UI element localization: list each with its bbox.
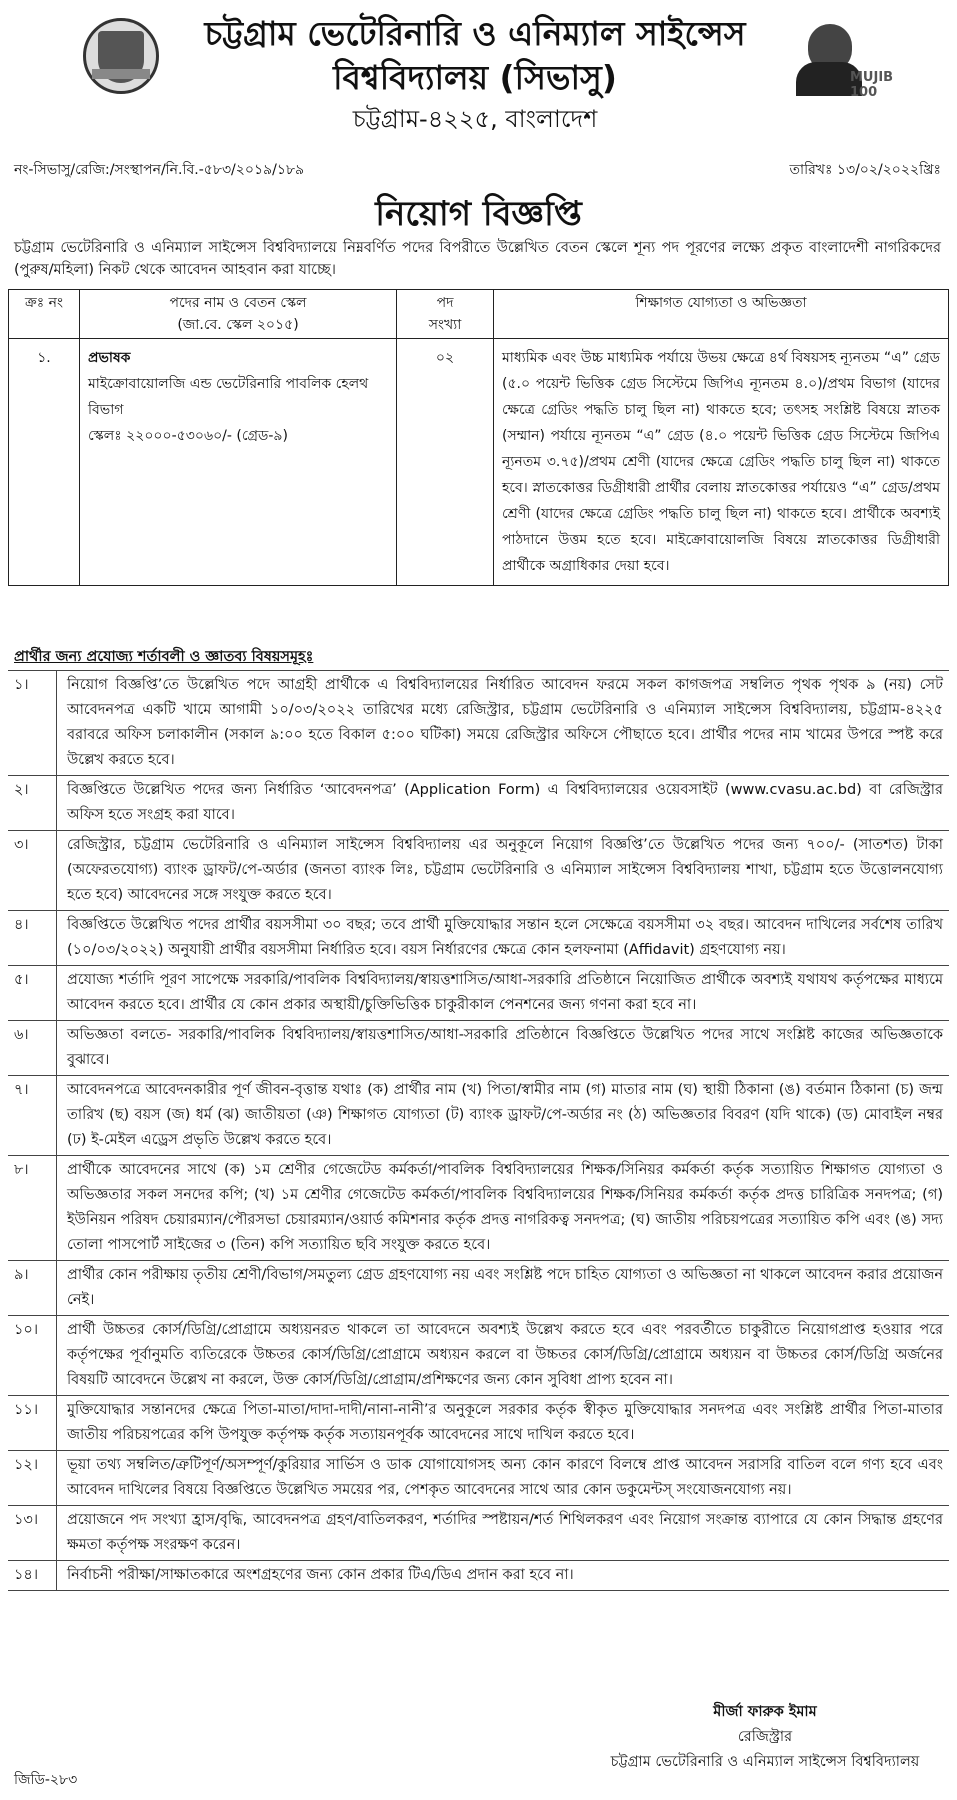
- list-item: [8, 1505, 949, 1560]
- condition-text: ভূয়া তথ্য সম্বলিত/ত্রুটিপূর্ণ/অসম্পূর্ণ/কুরিয়ার সার্ভিস ও ডাক যোগাযোগসহ অন্য কোন কারণে বিলম্বে প্রাপ্ত আবেদন সরাসরি বাতিল বলে গণ্য হবে এবং আবেদন দাখিলের বিষয়ে বিজ্ঞপ্তিতে উল্লেখিত সময়ের পর, পেশকৃত আবেদনের সাথে আর কোন ডকুমেন্টস্ সংযোজনযোগ্য নয়।: [56, 1451, 949, 1505]
- signatory-name: মীর্জা ফারুক ইমাম: [713, 1704, 817, 1720]
- row-qualification: মাধ্যমিক এবং উচ্চ মাধ্যমিক পর্যায়ে উভয় ক্ষেত্রে ৪র্থ বিষয়সহ ন্যূনতম “এ” গ্রেড (৫.০ পয়েন্ট ভিত্তিক গ্রেড সিস্টেমে জিপিএ ন্যূনতম ৪.০)/প্রথম বিভাগ (যাদের ক্ষেত্রে গ্রেডিং পদ্ধতি চালু ছিল না) থাকতে হবে; তৎসহ সংশ্লিষ্ট বিষয়ে স্নাতক (সম্মান) পর্যায়ে ন্যূনতম “এ” গ্রেড (৪.০ পয়েন্ট ভিত্তিক গ্রেড সিস্টেমে জিপিএ ন্যূনতম ৩.৭৫)/প্রথম শ্রেণী (যাদের ক্ষেত্রে গ্রেডিং পদ্ধতি চালু ছিল না) থাকতে হবে। স্নাতকোত্তর ডিগ্রীধারী প্রার্থীর বেলায় স্নাতকোত্তর পর্যায়েও “এ” গ্রেড/প্রথম শ্রেণী (যাদের ক্ষেত্রে গ্রেডিং পদ্ধতি চালু ছিল না) থাকতে হবে। প্রার্থীকে অবশ্যই পাঠদানে উত্তম হতে হবে। মাইক্রোবায়োলজি বিষয়ে স্নাতকোত্তর ডিগ্রীধারী প্রার্থীকে অগ্রাধিকার দেয়া হবে।: [494, 339, 949, 586]
- row-serial: ১.: [9, 339, 80, 586]
- list-item: [8, 830, 949, 910]
- signatory-org: চট্টগ্রাম ভেটেরিনারি ও এনিম্যাল সাইন্সেস বিশ্ববিদ্যালয়: [610, 1754, 920, 1770]
- condition-text: অভিজ্ঞতা বলতে- সরকারি/পাবলিক বিশ্ববিদ্যালয়/স্বায়ত্তশাসিত/আধা-সরকারি প্রতিষ্ঠানে বিজ্ঞপ্তিতে উল্লেখিত পদের সাথে সংশ্লিষ্ট কাজের অভিজ্ঞতাকে বুঝাবে।: [56, 1021, 949, 1075]
- header-count-line2: সংখ্যা: [428, 317, 462, 333]
- condition-text: রেজিস্ট্রার, চট্টগ্রাম ভেটেরিনারি ও এনিম্যাল সাইন্সেস বিশ্ববিদ্যালয় এর অনুকূলে নিয়োগ বিজ্ঞপ্তি’তে উল্লেখিত পদের জন্য ৭০০/- (সাতশত) টাকা (অফেরতযোগ্য) ব্যাংক ড্রাফট/পে-অর্ডার (জনতা ব্যাংক লিঃ, চট্টগ্রাম ভেটেরিনারি ও এনিম্যাল সাইন্সেস বিশ্ববিদ্যালয় শাখা, চট্টগ্রাম হতে উত্তোলনযোগ্য হতে হবে) আবেদনের সঙ্গে সংযুক্ত করতে হবে।: [56, 831, 949, 910]
- conditions-list: [8, 670, 949, 1591]
- condition-text: প্রার্থীর কোন পরীক্ষায় তৃতীয় শ্রেণী/বিভাগ/সমতুল্য গ্রেড গ্রহণযোগ্য নয় এবং সংশ্লিষ্ট পদে চাহিত যোগ্যতা ও অভিজ্ঞতা না থাকলে আবেদন করার প্রয়োজন নেই।: [56, 1261, 949, 1315]
- university-logo: [83, 18, 159, 94]
- list-item: [8, 1395, 949, 1450]
- list-item: [8, 1075, 949, 1155]
- notice-date: তারিখঃ ১৩/০২/২০২২খ্রিঃ: [789, 162, 941, 178]
- conditions-title: প্রার্থীর জন্য প্রযোজ্য শর্তাবলী ও জ্ঞাতব্য বিষয়সমূহঃ: [14, 649, 314, 665]
- signature-block: [600, 1700, 930, 1775]
- condition-number: ৪।: [14, 917, 29, 933]
- condition-number: ৩।: [14, 837, 29, 853]
- condition-number: ৫।: [14, 972, 29, 988]
- header-count-line1: পদ: [436, 295, 454, 311]
- condition-text: প্রয়োজনে পদ সংখ্যা হ্রাস/বৃদ্ধি, আবেদনপত্র গ্রহণ/বাতিলকরণ, শর্তাদির স্পষ্টায়ন/শর্ত শিথিলকরণ এবং নিয়োগ সংক্রান্ত ব্যাপারে যে কোন সিদ্ধান্ত গ্রহণের ক্ষমতা কর্তৃপক্ষ সংরক্ষণ করেন।: [56, 1506, 949, 1560]
- list-item: [8, 1020, 949, 1075]
- mujib-100-logo-text: MUJIB 100: [850, 70, 894, 100]
- list-item: [8, 1260, 949, 1315]
- notice-title: নিয়োগ বিজ্ঞপ্তি: [375, 194, 582, 234]
- condition-number: ১।: [14, 677, 29, 693]
- condition-number: ১৩।: [14, 1512, 39, 1528]
- header-post: [80, 290, 397, 339]
- condition-number: ৬।: [14, 1027, 29, 1043]
- gd-number: জিডি-২৮৩: [14, 1772, 78, 1788]
- table-header-row: [9, 290, 949, 339]
- row-count: ০২: [397, 339, 494, 586]
- university-name-line1: চট্টগ্রাম ভেটেরিনারি ও এনিম্যাল সাইন্সেস: [204, 14, 746, 53]
- university-name-line2: বিশ্ববিদ্যালয় (সিভাসু): [333, 58, 617, 97]
- condition-text: নির্বাচনী পরীক্ষা/সাক্ষাতকারে অংশগ্রহণের জন্য কোন প্রকার টিএ/ডিএ প্রদান করা হবে না।: [56, 1561, 949, 1590]
- header-qualification: শিক্ষাগত যোগ্যতা ও অভিজ্ঞতা: [494, 290, 949, 339]
- post-department: মাইক্রোবায়োলজি এন্ড ভেটেরিনারি পাবলিক হেলথ বিভাগ: [88, 376, 369, 418]
- condition-number: ৯।: [14, 1267, 29, 1283]
- post-name: প্রভাষক: [88, 350, 131, 366]
- header-post-line1: পদের নাম ও বেতন স্কেল: [169, 295, 307, 311]
- table-row: [9, 339, 949, 586]
- post-scale: স্কেলঃ ২২০০০-৫৩০৬০/- (গ্রেড-৯): [88, 428, 288, 444]
- row-post-cell: [80, 339, 397, 586]
- condition-number: ২।: [14, 782, 29, 798]
- header-serial: ক্রঃ নং: [9, 290, 80, 339]
- list-item: [8, 910, 949, 965]
- list-item: [8, 965, 949, 1020]
- condition-number: ১২।: [14, 1457, 39, 1473]
- condition-text: আবেদনপত্রে আবেদনকারীর পূর্ণ জীবন-বৃত্তান্ত যথাঃ (ক) প্রার্থীর নাম (খ) পিতা/স্বামীর নাম (গ) মাতার নাম (ঘ) স্থায়ী ঠিকানা (ঙ) বর্তমান ঠিকানা (চ) জন্ম তারিখ (ছ) বয়স (জ) ধর্ম (ঝ) জাতীয়তা (ঞ) শিক্ষাগত যোগ্যতা (ট) ব্যাংক ড্রাফট/পে-অর্ডার নং (ঠ) অভিজ্ঞতার বিবরণ (যদি থাকে) (ড) মোবাইল নম্বর (ঢ) ই-মেইল এড্রেস প্রভৃতি উল্লেখ করতে হবে।: [56, 1076, 949, 1155]
- header-post-line2: (জা.বে. স্কেল ২০১৫): [177, 317, 299, 333]
- list-item: [8, 1315, 949, 1395]
- signatory-role: রেজিস্ট্রার: [737, 1729, 793, 1745]
- condition-text: প্রযোজ্য শর্তাদি পূরণ সাপেক্ষে সরকারি/পাবলিক বিশ্ববিদ্যালয়/স্বায়ত্তশাসিত/আধা-সরকারি প্রতিষ্ঠানে নিয়োজিত প্রার্থীকে অবশ্যই যথাযথ কর্তৃপক্ষের মাধ্যমে আবেদন করতে হবে। প্রার্থীর যে কোন প্রকার অস্থায়ী/চুক্তিভিত্তিক চাকুরীকাল পেনশনের জন্য গণনা করা হবে না।: [56, 966, 949, 1020]
- condition-text: প্রার্থী উচ্চতর কোর্স/ডিগ্রি/প্রোগ্রামে অধ্যয়নরত থাকলে তা আবেদনে অবশ্যই উল্লেখ করতে হবে এবং পরবর্তীতে চাকুরীতে নিয়োগপ্রাপ্ত হওয়ার পরে কর্তৃপক্ষের পূর্বানুমতি ব্যতিরেকে উচ্চতর কোর্স/ডিগ্রি/প্রোগ্রামে অধ্যয়ন করলে বা উচ্চতর কোর্স/ডিগ্রি/প্রোগ্রামে অধ্যয়ন বা উচ্চতর কোর্স/ডিগ্রি অর্জনের বিষয়টি আবেদনে উল্লেখ না করলে, উক্ত কোর্স/ডিগ্রি/প্রোগ্রাম/প্রশিক্ষণের জন্য কোন সুবিধা প্রাপ্য হবেন না।: [56, 1316, 949, 1395]
- condition-number: ১৪।: [14, 1567, 39, 1583]
- condition-number: ১১।: [14, 1402, 39, 1418]
- memo-number: নং-সিভাসু/রেজি:/সংস্থাপন/নি.বি.-৫৮৩/২০১৯/১৮৯: [14, 162, 305, 178]
- intro-paragraph: চট্টগ্রাম ভেটেরিনারি ও এনিম্যাল সাইন্সেস বিশ্ববিদ্যালয়ে নিম্নবর্ণিত পদের বিপরীতে উল্লেখিত বেতন স্কেলে শূন্য পদ পূরণের লক্ষ্যে প্রকৃত বাংলাদেশী নাগরিকদের (পুরুষ/মহিলা) নিকট থেকে আবেদন আহবান করা যাচ্ছে।: [14, 240, 941, 278]
- list-item: [8, 775, 949, 830]
- posts-table: [8, 289, 949, 586]
- condition-text: বিজ্ঞপ্তিতে উল্লেখিত পদের জন্য নির্ধারিত ‘আবেদনপত্র’ (Application Form) এ বিশ্ববিদ্যালয়ের ওয়েবসাইট (www.cvasu.ac.bd) বা রেজিস্ট্রার অফিস হতে সংগ্রহ করা যাবে।: [56, 776, 949, 830]
- mujib-100-logo: [790, 20, 900, 100]
- condition-number: ৭।: [14, 1082, 29, 1098]
- condition-number: ৮।: [14, 1162, 29, 1178]
- condition-text: প্রার্থীকে আবেদনের সাথে (ক) ১ম শ্রেণীর গেজেটেড কর্মকর্তা/পাবলিক বিশ্ববিদ্যালয়ের শিক্ষক/সিনিয়র কর্মকর্তা কর্তৃক সত্যায়িত শিক্ষাগত যোগ্যতা ও অভিজ্ঞতার সকল সনদের কপি; (খ) ১ম শ্রেণীর গেজেটেড কর্মকর্তা/পাবলিক বিশ্ববিদ্যালয়ের শিক্ষক/সিনিয়র কর্মকর্তা কর্তৃক প্রদত্ত চারিত্রিক সনদপত্র; (গ) ইউনিয়ন পরিষদ চেয়ারম্যান/পৌরসভা চেয়ারম্যান/ওয়ার্ড কমিশনার কর্তৃক প্রদত্ত নাগরিকত্ব সনদপত্র; (ঘ) জাতীয় পরিচয়পত্রের সত্যায়িত কপি এবং (ঙ) সদ্য তোলা পাসপোর্ট সাইজের ৩ (তিন) কপি সত্যায়িত ছবি সংযুক্ত করতে হবে।: [56, 1156, 949, 1260]
- university-address: চট্টগ্রাম-৪২২৫, বাংলাদেশ: [352, 105, 598, 133]
- list-item: [8, 1155, 949, 1260]
- condition-text: নিয়োগ বিজ্ঞপ্তি’তে উল্লেখিত পদে আগ্রহী প্রার্থীকে এ বিশ্ববিদ্যালয়ের নির্ধারিত আবেদন ফরমে সকল কাগজপত্র সম্বলিত পৃথক পৃথক ৯ (নয়) সেট আবেদনপত্র একটি খামে আগামী ১০/০৩/২০২২ তারিখের মধ্যে রেজিস্ট্রার, চট্টগ্রাম ভেটেরিনারি ও এনিম্যাল সাইন্সেস বিশ্ববিদ্যালয়, চট্টগ্রাম-৪২২৫ বরাবরে অফিস চলাকালীন (সকাল ৯:০০ হতে বিকাল ৫:০০ ঘটিকা) সময়ে রেজিস্ট্রার অফিসে পৌছাতে হবে। প্রার্থীর পদের নাম খামের উপরে স্পষ্ট করে উল্লেখ করতে হবে।: [56, 671, 949, 775]
- list-item: [8, 1450, 949, 1505]
- condition-text: মুক্তিযোদ্ধার সন্তানদের ক্ষেত্রে পিতা-মাতা/দাদা-দাদী/নানা-নানী’র অনুকূলে সরকার কর্তৃক স্বীকৃত মুক্তিযোদ্ধার সনদপত্র এবং সংশ্লিষ্ট প্রার্থীর পিতা-মাতার জাতীয় পরিচয়পত্রের কপি উপযুক্ত কর্তৃপক্ষ কর্তৃক সত্যায়নপূর্বক আবেদনের সাথে দাখিল করতে হবে।: [56, 1396, 949, 1450]
- condition-number: ১০।: [14, 1322, 39, 1338]
- list-item: [8, 670, 949, 775]
- university-name: [170, 12, 780, 100]
- list-item: [8, 1560, 949, 1591]
- condition-text: বিজ্ঞপ্তিতে উল্লেখিত পদের প্রার্থীর বয়সসীমা ৩০ বছর; তবে প্রার্থী মুক্তিযোদ্ধার সন্তান হলে সেক্ষেত্রে বয়সসীমা ৩২ বছর। আবেদন দাখিলের সর্বশেষ তারিখ (১০/০৩/২০২২) অনুযায়ী প্রার্থীর বয়সসীমা নির্ধারিত হবে। বয়স নির্ধারণের ক্ষেত্রে কোন হলফনামা (Affidavit) গ্রহণযোগ্য নয়।: [56, 911, 949, 965]
- header-count: [397, 290, 494, 339]
